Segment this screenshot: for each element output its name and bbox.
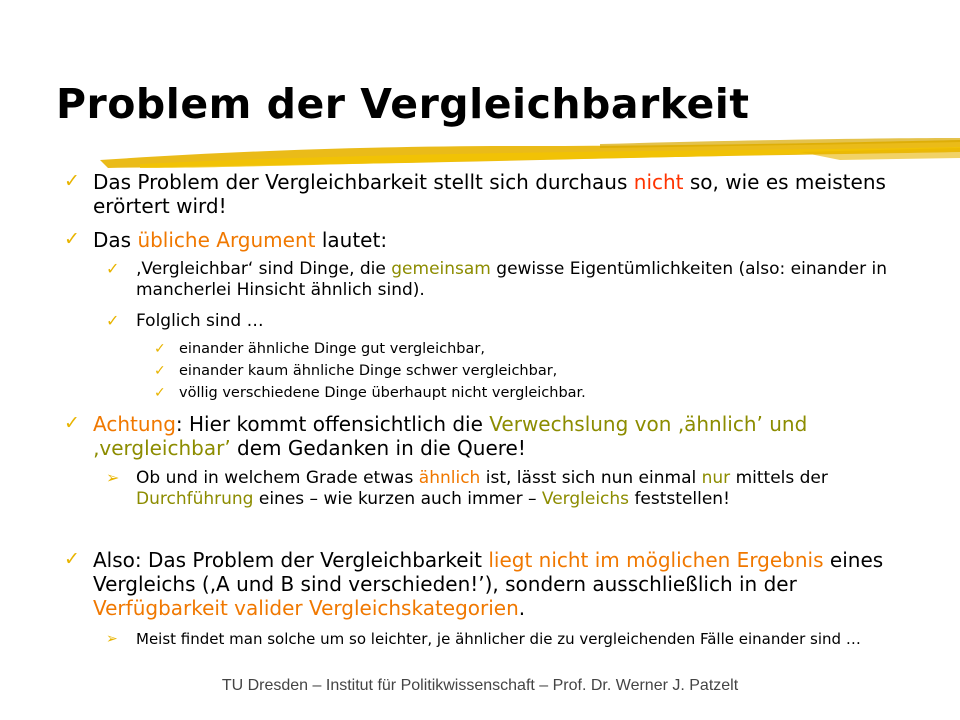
checkmark-icon: ✓ <box>154 363 166 379</box>
arrow-right-icon: ➢ <box>106 631 118 647</box>
sub-sub-bullet-different <box>154 384 894 402</box>
bullet-text: völlig verschiedene Dinge überhaupt nicht vergleichbar. <box>179 385 586 401</box>
sub-bullet-consequently <box>106 311 896 332</box>
bullet-text: Meist findet man solche um so leichter, je ähnlicher die zu vergleichenden Fälle einander sind … <box>136 630 861 648</box>
checkmark-icon: ✓ <box>154 341 166 357</box>
checkmark-icon: ✓ <box>154 385 166 401</box>
sub-bullet-comparable-definition <box>106 259 896 301</box>
slide-title: Problem der Vergleichbarkeit <box>56 80 750 128</box>
bullet-text: einander ähnliche Dinge gut vergleichbar, <box>179 341 485 357</box>
bullet-text: einander kaum ähnliche Dinge schwer vergleichbar, <box>179 363 558 379</box>
arrow-right-icon: ➢ <box>106 468 120 487</box>
sub-sub-bullet-hardly-similar <box>154 362 894 380</box>
bullet-text: Das Problem der Vergleichbarkeit stellt sich durchaus nicht so, wie es meistens erörtert wird! <box>93 170 886 218</box>
bullet-text: Achtung: Hier kommt offensichtlich die Verwechslung von ‚ähnlich’ und ‚vergleichbar’ dem Gedanken in die Quere! <box>93 412 808 460</box>
slide-footer: TU Dresden – Institut für Politikwissenschaft – Prof. Dr. Werner J. Patzelt <box>221 677 739 694</box>
bullet-conclusion <box>64 548 894 620</box>
checkmark-icon: ✓ <box>64 412 80 434</box>
bullet-text: ‚Vergleichbar‘ sind Dinge, die gemeinsam gewisse Eigentümlichkeiten (also: einander in mancherlei Hinsicht ähnlich sind). <box>136 259 887 300</box>
checkmark-icon: ✓ <box>64 548 80 570</box>
bullet-text: Ob und in welchem Grade etwas ähnlich ist, lässt sich nun einmal nur mittels der Durchführung eines – wie kurzen auch immer – Vergleichs feststellen! <box>136 468 828 509</box>
checkmark-icon: ✓ <box>64 170 80 192</box>
checkmark-icon: ✓ <box>106 259 120 278</box>
sub-sub-bullet-similar <box>154 340 894 358</box>
checkmark-icon: ✓ <box>106 311 120 330</box>
bullet-text: Folglich sind … <box>136 311 264 331</box>
sub-bullet-easier-when-similar <box>106 630 896 648</box>
bullet-usual-argument <box>64 228 894 252</box>
bullet-text: Also: Das Problem der Vergleichbarkeit liegt nicht im möglichen Ergebnis eines Vergleichs (‚A und B sind verschieden!’), sondern ausschließlich in der Verfügbarkeit valider Vergleichskategorien. <box>93 548 884 620</box>
checkmark-icon: ✓ <box>64 228 80 250</box>
sub-bullet-similarity-check <box>106 468 896 510</box>
bullet-attention <box>64 412 894 460</box>
bullet-problem-statement <box>64 170 894 218</box>
bullet-text: Das übliche Argument lautet: <box>93 228 388 252</box>
